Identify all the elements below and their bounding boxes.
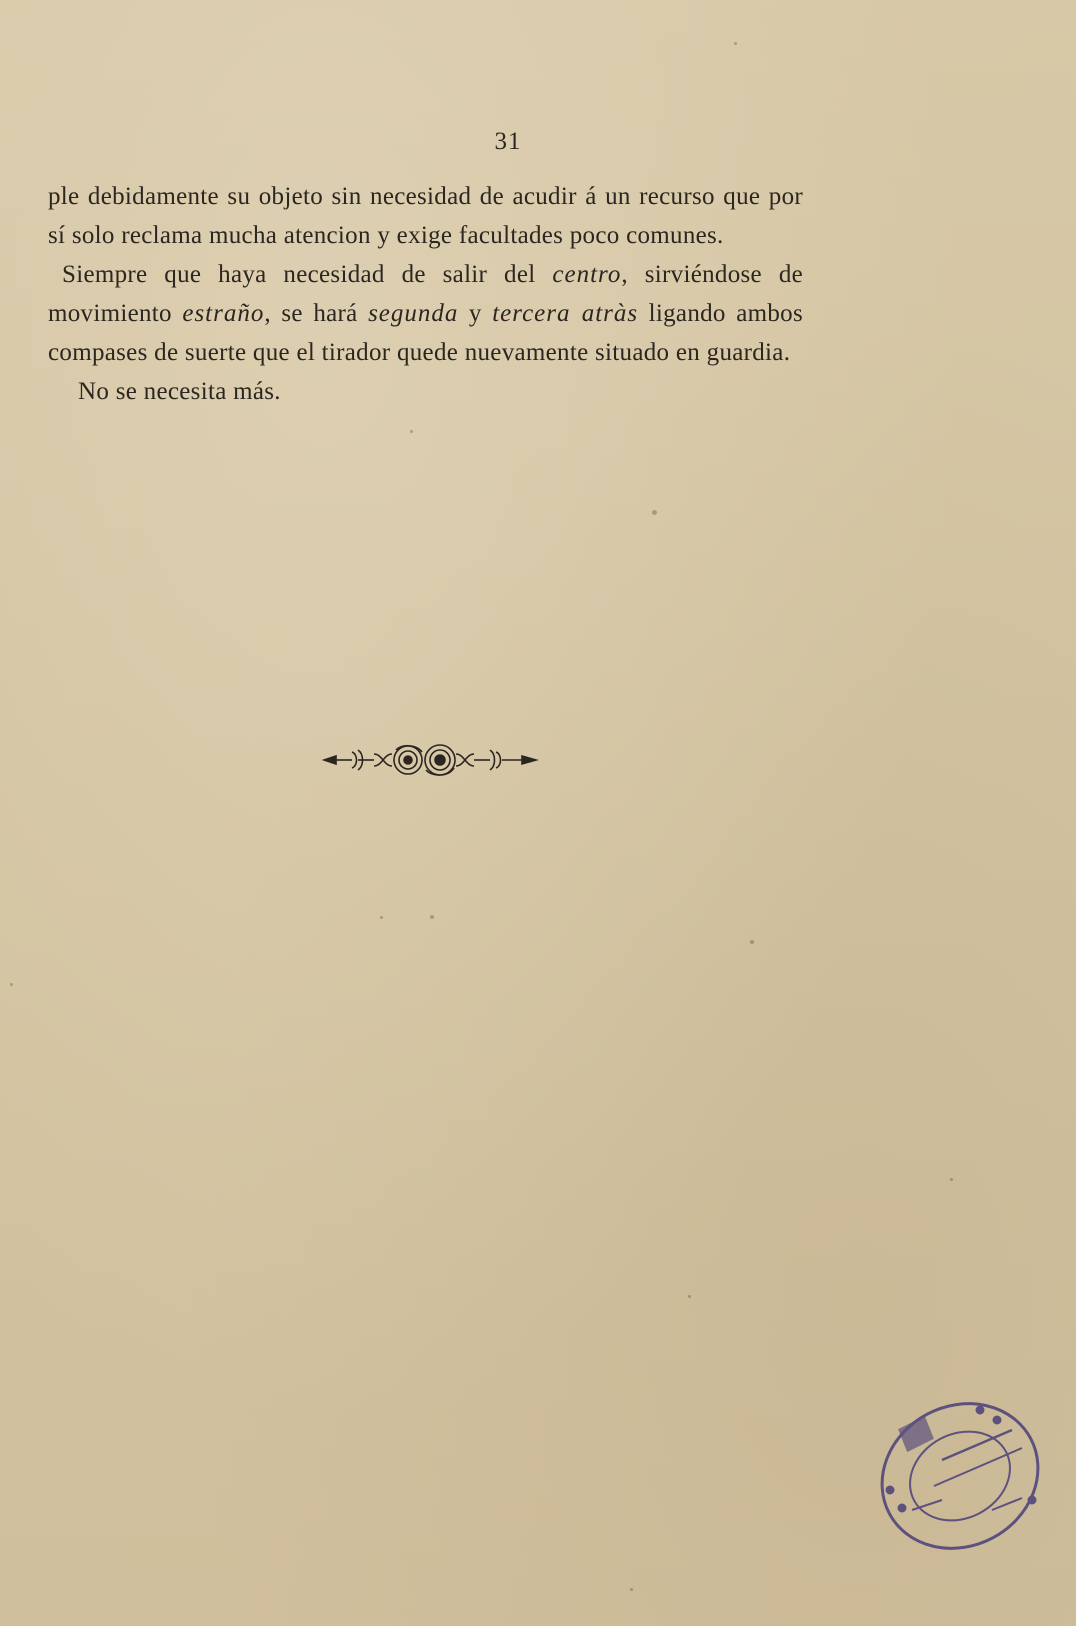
paper-speck — [630, 1588, 633, 1591]
paper-speck — [652, 510, 657, 515]
term-tercera-atras: tercera atràs — [492, 300, 639, 327]
paragraph-1 — [48, 177, 803, 255]
page-number: 31 — [494, 128, 522, 155]
paragraph-2-seg-1: Siempre que haya necesidad de salir del — [62, 261, 553, 288]
body-text — [48, 177, 803, 411]
paper-speck — [950, 1178, 953, 1181]
term-centro: centro — [552, 261, 622, 288]
tailpiece-ornament-icon — [322, 740, 540, 780]
paper-speck — [750, 940, 754, 944]
paragraph-1-text: ple debidamente su objeto sin necesidad de acudir á un recurso que por sí solo reclama mucha atencion y exige facultades poco comunes. — [48, 183, 803, 249]
paper-speck — [430, 915, 434, 919]
paper-speck — [688, 1295, 691, 1298]
paragraph-2-seg-3: , sirviéndose de movimiento — [48, 261, 804, 327]
library-stamp-icon — [872, 1390, 1052, 1560]
paper-speck — [734, 42, 737, 45]
paper-speck — [380, 916, 383, 919]
paragraph-2 — [48, 255, 803, 372]
paragraph-3 — [48, 372, 803, 411]
term-segunda: segunda — [368, 300, 459, 327]
paragraph-2-seg-7: y — [458, 300, 493, 327]
paragraph-3-text: No se necesita más. — [78, 378, 281, 405]
term-estrano: estraño — [182, 300, 265, 327]
paper-speck — [410, 430, 413, 433]
paragraph-2-seg-9: ligando ambos compases de suerte que el tirador quede nuevamente situado en guardia. — [48, 300, 804, 366]
paper-speck — [10, 983, 13, 986]
paragraph-2-seg-5: , se hará — [264, 300, 369, 327]
